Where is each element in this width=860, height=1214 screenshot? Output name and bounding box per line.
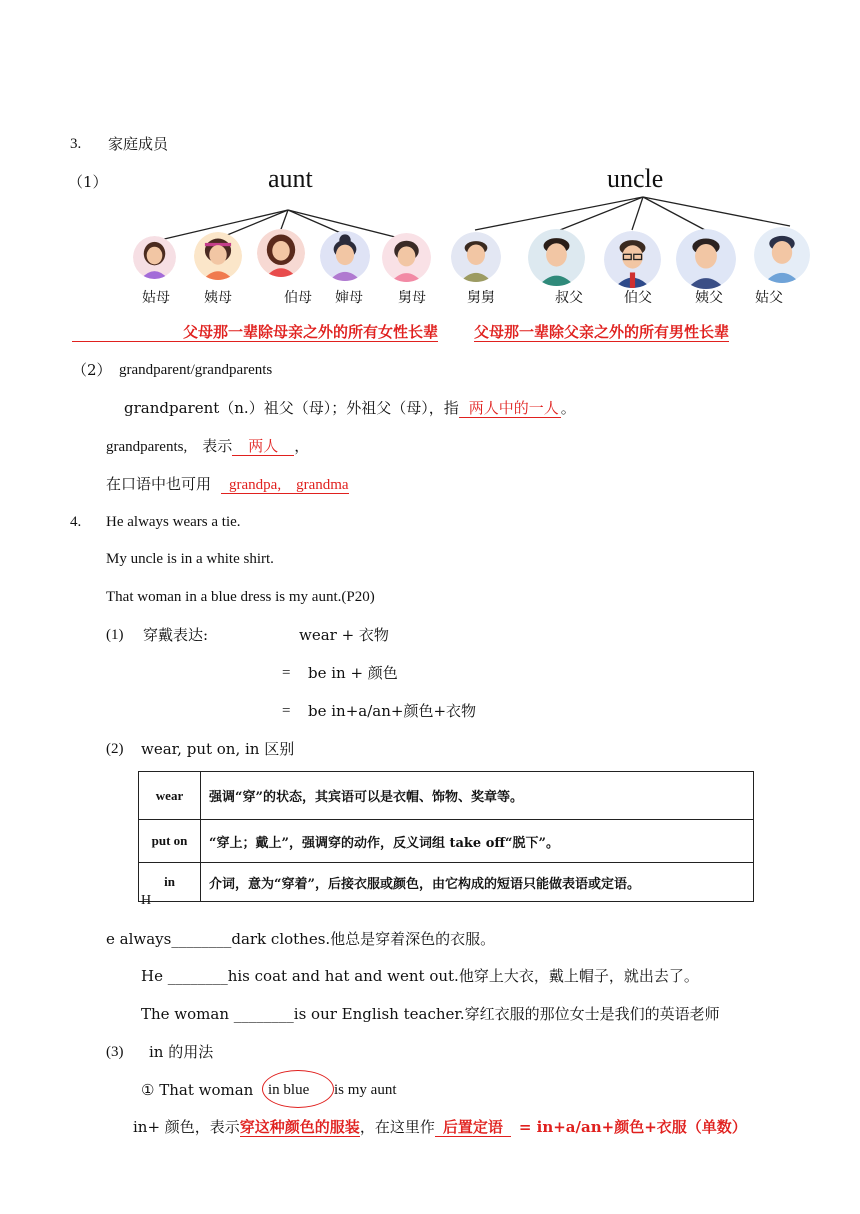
example-1: e always________dark clothes.他总是穿着深色的衣服。 bbox=[106, 930, 496, 948]
uncle-definition: 父母那一辈除父亲之外的所有男性长辈 bbox=[474, 323, 730, 341]
rule-red-1: 穿这种颜色的服装 bbox=[239, 1118, 360, 1136]
table-key: put on bbox=[139, 820, 201, 863]
q1-eq-1: = bbox=[282, 665, 291, 681]
table-row bbox=[139, 820, 754, 863]
section-4-sentence-1: He always wears a tie. bbox=[106, 514, 241, 530]
spoken-blank: grandpa, grandma bbox=[221, 477, 349, 494]
rule-text-a: in+ 颜色，表示 bbox=[133, 1118, 240, 1136]
stray-letter: H bbox=[141, 893, 152, 908]
rule-line bbox=[133, 1118, 747, 1136]
aunt-label-4: 婶母 bbox=[335, 290, 363, 306]
aunt-label-5: 舅母 bbox=[398, 290, 426, 306]
q1-expr-2: be in + 颜色 bbox=[308, 664, 398, 682]
uncle-avatar-5 bbox=[754, 227, 810, 283]
section-4-sentence-3: That woman in a blue dress is my aunt.(P20) bbox=[106, 589, 375, 605]
grandparents-text: grandparents, 表示 bbox=[106, 439, 233, 455]
uncle-avatar-4 bbox=[676, 229, 736, 289]
rule-red-3: = in+a/an+颜色+衣服（单数） bbox=[518, 1118, 747, 1136]
uncle-avatar-1 bbox=[451, 232, 501, 282]
grandparent-text: grandparent（n.）祖父（母）；外祖父（母），指 bbox=[124, 399, 459, 417]
table-row bbox=[139, 863, 754, 902]
uncle-label-3: 伯父 bbox=[624, 290, 652, 306]
table-row bbox=[139, 772, 754, 820]
aunt-avatar-1 bbox=[133, 236, 176, 279]
example-4-b: is my aunt bbox=[334, 1082, 397, 1098]
table-key: in bbox=[139, 863, 201, 902]
uncle-label-5: 姑父 bbox=[755, 290, 783, 306]
q1-expr-1: wear + 衣物 bbox=[299, 626, 389, 644]
example-4-a: ① That woman bbox=[141, 1081, 254, 1099]
table-desc: “穿上；戴上”，强调穿的动作，反义词组 take off“脱下”。 bbox=[201, 820, 754, 863]
uncle-label-1: 舅舅 bbox=[467, 290, 495, 306]
aunt-avatar-3 bbox=[257, 229, 305, 277]
uncle-word: uncle bbox=[607, 164, 664, 193]
aunt-label-1: 姑母 bbox=[142, 290, 170, 306]
aunt-label-3: 伯母 bbox=[284, 290, 312, 306]
section-4-number: 4. bbox=[70, 514, 82, 530]
q1-expr-3: be in+a/an+颜色+衣物 bbox=[308, 702, 477, 720]
grandparents-end: ， bbox=[294, 437, 310, 455]
q1-label: (1) bbox=[106, 627, 124, 643]
q3-title: in 的用法 bbox=[149, 1043, 214, 1061]
grandparents-line bbox=[106, 437, 309, 456]
table-key: wear bbox=[139, 772, 201, 820]
uncle-label-2: 叔父 bbox=[555, 290, 583, 306]
uncle-avatar-2 bbox=[528, 229, 585, 286]
rule-red-2: 后置定语 bbox=[435, 1118, 511, 1137]
uncle-avatar-3 bbox=[604, 231, 661, 288]
example-4-circled: in blue bbox=[268, 1082, 310, 1098]
aunt-word: aunt bbox=[268, 164, 313, 193]
part-1-label: （1） bbox=[68, 173, 108, 191]
q1-eq-2: = bbox=[282, 703, 291, 719]
q2-title: wear, put on, in 区别 bbox=[141, 740, 295, 758]
part-2-label: （2） bbox=[72, 361, 112, 379]
example-2: He ________his coat and hat and went out.他穿上大衣，戴上帽子，就出去了。 bbox=[141, 967, 699, 985]
rule-text-b: ，在这里作 bbox=[359, 1118, 435, 1136]
aunt-definition: 父母那一辈除母亲之外的所有女性长辈 bbox=[72, 323, 438, 342]
section-4-sentence-2: My uncle is in a white shirt. bbox=[106, 551, 274, 567]
grandparent-end: 。 bbox=[560, 399, 576, 417]
aunt-label-2: 姨母 bbox=[204, 290, 232, 306]
aunt-avatar-5 bbox=[382, 233, 431, 282]
q3-label: (3) bbox=[106, 1044, 124, 1060]
grandparents-blank: 两人 bbox=[232, 437, 294, 456]
section-3-number: 3. bbox=[70, 136, 82, 152]
section-3-title: 家庭成员 bbox=[108, 135, 169, 153]
q2-label: (2) bbox=[106, 741, 124, 757]
q1-title: 穿戴表达: bbox=[143, 626, 209, 644]
table-desc: 强调“穿”的状态，其宾语可以是衣帽、饰物、奖章等。 bbox=[201, 772, 754, 820]
uncle-label-4: 姨父 bbox=[695, 290, 723, 306]
grandparent-line bbox=[124, 399, 576, 417]
spoken-text: 在口语中也可用 bbox=[106, 475, 212, 493]
table-desc: 介词，意为“穿着”，后接衣服或颜色，由它构成的短语只能做表语或定语。 bbox=[201, 863, 754, 902]
aunt-avatar-2 bbox=[194, 232, 242, 280]
spoken-line bbox=[106, 475, 349, 494]
part-2-title: grandparent/grandparents bbox=[119, 362, 273, 378]
comparison-table bbox=[138, 771, 754, 902]
aunt-avatar-4 bbox=[320, 231, 370, 281]
example-3: The woman ________is our English teacher.穿红衣服的那位女士是我们的英语老师 bbox=[141, 1005, 720, 1023]
grandparent-blank: 两人中的一人 bbox=[459, 399, 561, 418]
